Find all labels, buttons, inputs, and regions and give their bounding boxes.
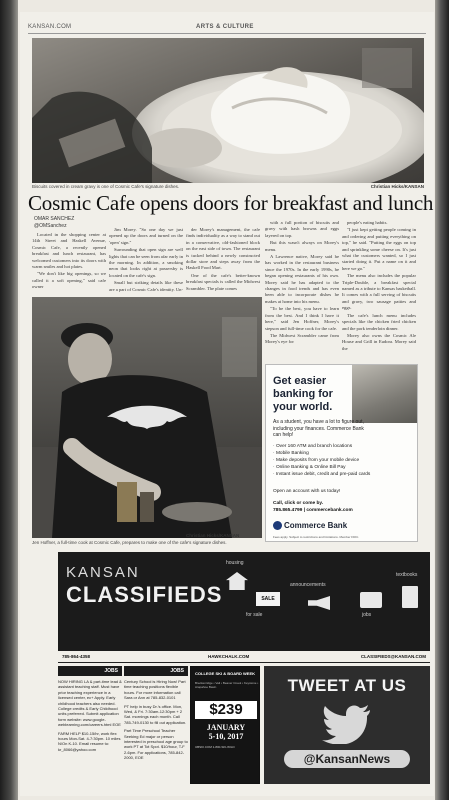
ad-headline-line: banking for — [273, 388, 333, 400]
paragraph: One of the cafe's better-known breakfast specials is called the Midwest Scrambler. The plate comes — [186, 272, 260, 291]
classifieds-title: CLASSIFIEDS — [66, 582, 223, 607]
ad-feature-list — [273, 443, 370, 478]
jobs-bar: JOBS — [58, 666, 122, 676]
section-name: ARTS & CULTURE — [196, 24, 254, 30]
house-icon — [226, 572, 248, 590]
tweet-ad[interactable] — [264, 666, 430, 784]
category-housing: housing — [226, 560, 244, 566]
right-page-edge — [435, 0, 449, 800]
site-name: KANSAN.COM — [28, 24, 72, 30]
jobs-column-mid — [124, 666, 188, 786]
jobs-column-left — [58, 666, 122, 786]
paragraph: A Lawrence native, Morey said he has worked in the restaurant business since the 1970s. In the early 1990s, he began opening restaurants of his own. Morey said he has adapted to the changes in food trends and has even been able to incorporate dishes he makes at home into his menu. — [265, 254, 339, 304]
ski-ad-sub: Breckenridge • Vail • Beaver Creek • Keystone • Arapahoe Basin — [195, 681, 259, 689]
ad-feature: · Online Banking & Online Bill Pay — [273, 464, 370, 471]
paragraph: "I just kept getting people coming in and ordering and putting everything on top," he said. "Putting the eggs on top and sprinkling some cheese on. It's just what the customers wanted, so I just started doing it. Put a name on it and here we go." — [342, 227, 416, 271]
mid-photo-cook — [32, 297, 262, 538]
jobs-bar: JOBS — [124, 666, 188, 676]
category-for-sale: for sale — [246, 612, 263, 618]
byline — [34, 216, 74, 230]
job-ad: PT help in busy Dr.'s office. Mon, Wed, & Fri. 7:30am-12:30pm + 2 Sat. mornings each month. Call 785-749-0130 to fill out application. — [124, 703, 187, 725]
classifieds-email[interactable]: CLASSIFIEDS@KANSAN.COM — [360, 654, 426, 659]
ski-ad-head: COLLEGE SKI & BOARD WEEK — [195, 671, 256, 676]
classifieds-footer — [58, 651, 430, 663]
category-announcements: announcements — [290, 582, 326, 588]
ski-ad-date-line: JANUARY — [206, 723, 246, 732]
paragraph: "To be the best, you have to learn from the best. And I think I have it here," said Jen Hoffner, Morey's stepson and full-time cook for the cafe. — [265, 306, 339, 331]
top-photo-caption: Biscuits covered in cream gravy is one of Cosmic Cafe's signature dishes. — [32, 184, 180, 189]
ad-headline-line: Get easier — [273, 375, 327, 387]
ad-headline — [273, 375, 333, 414]
article-headline: Cosmic Cafe opens doors for breakfast and lunch — [28, 191, 434, 215]
paragraph: with a full portion of biscuits and gravy with hash browns and eggs layered on top. — [265, 220, 339, 238]
ad-headline-line: your world. — [273, 401, 333, 413]
article-column-5 — [342, 220, 416, 360]
classifieds-kansan: KANSAN — [66, 564, 140, 581]
paragraph: But this wasn't always on Morey's menu. — [265, 240, 339, 252]
job-ad: NOW HIRING LA & part-time lead & assistant teaching staff. Must have prior teaching experience in a licensed center, ec+ Apply. Early childhood teachers also needed. College credits & Early Childhood units preferred. Submit application form website: www.google-weblearning.com/careers.html EOE — [58, 679, 122, 728]
article-column-2 — [109, 227, 183, 295]
ad-feature: · Over 160 ATM and branch locations — [273, 443, 370, 450]
paragraph: Surrounding that open sign are well lights that can be seen from afar early in the morning. In addition, a smoking neon that looks right at passersby is located on the cafe's sign. — [109, 247, 183, 278]
running-head — [28, 22, 426, 34]
left-page-edge — [0, 0, 18, 800]
book-icon — [402, 586, 418, 608]
ad-lede: As a student, you have a lot to figure out, including your finances. Commerce Bank can help! — [273, 419, 364, 438]
ad-open-line: Open an account with us today! — [273, 489, 341, 494]
classifieds-phone[interactable]: 785-864-4358 — [62, 654, 91, 659]
sale-tag-icon: SALE — [256, 592, 280, 606]
bird-icon — [322, 704, 372, 744]
ski-trip-ad[interactable] — [190, 666, 260, 784]
ad-fine-print: Fees apply. Subject to restrictions and limitations. Member FDIC. — [273, 535, 360, 539]
paragraph: "We don't like big openings, so we called it a soft opening," said cafe owner — [32, 271, 106, 290]
job-ad: FARM HELP $10-15/hr, work flex hours Mon-Sat. 4-7:30pm. 10 miles N/On K-10. Email resume to: kr_8066@yahoo.com — [58, 730, 121, 752]
bank-ad[interactable] — [265, 364, 418, 542]
paragraph: The Midwest Scrambler came from Morey's eye for — [265, 332, 339, 345]
paragraph: Morey also owns the Cosmic Ale House and Grill in Eudora. Morey said the — [342, 332, 416, 351]
paragraph: The cafe's lunch menu includes specials like the chicken fried chicken and the pork tenderloin dinner. — [342, 312, 416, 331]
bank-logo-icon — [273, 521, 282, 530]
mid-photo-credit: Christian Hicks/KANSAN — [186, 533, 240, 538]
classifieds-banner — [58, 552, 430, 651]
category-jobs: jobs — [362, 612, 372, 618]
job-ad: Century School is Hiring Now! Part time teaching positions flexible hours. For more information call Sara or Ann at 785-832-0101 — [124, 679, 186, 701]
megaphone-icon — [308, 596, 330, 610]
paragraph: der Morey's management, the cafe finds individuality as a way to stand out in a conservative, old-fashioned block on the east side of town. The restaurant is tucked behind a newly constructed dollar store and steps away from the Haskell Food Mart. — [186, 227, 260, 271]
job-ad: Part Time Preschool Teacher Seeking Ed major or person interested in preschool age group to work PT at Tot Spot. $10/hour, T-F 2-6pm. For applications, 785-842-2000, EOE — [124, 728, 188, 761]
bank-logo — [273, 520, 348, 532]
paragraph: The menu also includes the popular Triple-Double, a breakfast special named as a tribute to Kansas basketball. It comes with a full serving of biscuits and gravy, two sausage patties and eggs. — [342, 273, 416, 311]
ad-photo — [352, 365, 418, 423]
article-column-4 — [265, 220, 339, 360]
ad-call — [273, 501, 353, 514]
ad-call-line: Call, click or come by. — [273, 501, 324, 506]
paragraph: Jim Morey. "So one day we just opened up the doors and turned on the 'open' sign." — [109, 227, 183, 245]
newspaper-page — [20, 12, 434, 796]
ad-feature: · Make deposits from your mobile device — [273, 457, 370, 464]
category-textbooks: textbooks — [396, 572, 418, 578]
classifieds-site[interactable]: HAWKCHALK.COM — [208, 654, 250, 659]
paragraph: people's eating habits. — [347, 220, 388, 225]
byline-name: OMAR SANCHEZ — [34, 216, 75, 222]
article-column-3 — [186, 227, 260, 295]
bank-logo-text: Commerce Bank — [284, 521, 348, 530]
ski-ad-price: $239 — [195, 701, 257, 719]
mid-photo-caption: Jen Hoffner, a full-time cook at Cosmic Cafe, prepares to make one of the cafe's signature dishes. — [32, 540, 227, 545]
ski-ad-date-line: 5-10, 2017 — [208, 732, 244, 741]
ski-ad-fine: UBSKI.COM 1-800-SKI-WILD — [195, 745, 235, 749]
ad-feature: · Mobile Banking — [273, 450, 370, 457]
id-card-icon — [360, 592, 382, 608]
ad-call-line[interactable]: 785.865.4799 | commercebank.com — [273, 507, 353, 513]
top-photo-biscuits — [32, 38, 424, 183]
ski-ad-dates — [195, 723, 257, 741]
paragraph: Small but striking details like these are a part of Cosmic Cafe's identity. Un- — [109, 280, 183, 292]
paragraph: Located in the shopping center at 14th Street and Haskell Avenue, Cosmic Cafe, a recently opened breakfast and lunch restaurant, has welcomed customers into its doors with warm smiles and hot plates. — [32, 232, 106, 270]
ad-feature: · Instant issue debit, credit and pre-paid cards — [273, 471, 370, 478]
tweet-handle[interactable]: @KansanNews — [284, 750, 410, 768]
byline-handle: @OMSanchez — [34, 223, 67, 229]
tweet-headline: TWEET AT US — [287, 676, 407, 695]
top-photo-credit: Christian Hicks/KANSAN — [370, 184, 424, 189]
article-column-1 — [32, 232, 106, 295]
